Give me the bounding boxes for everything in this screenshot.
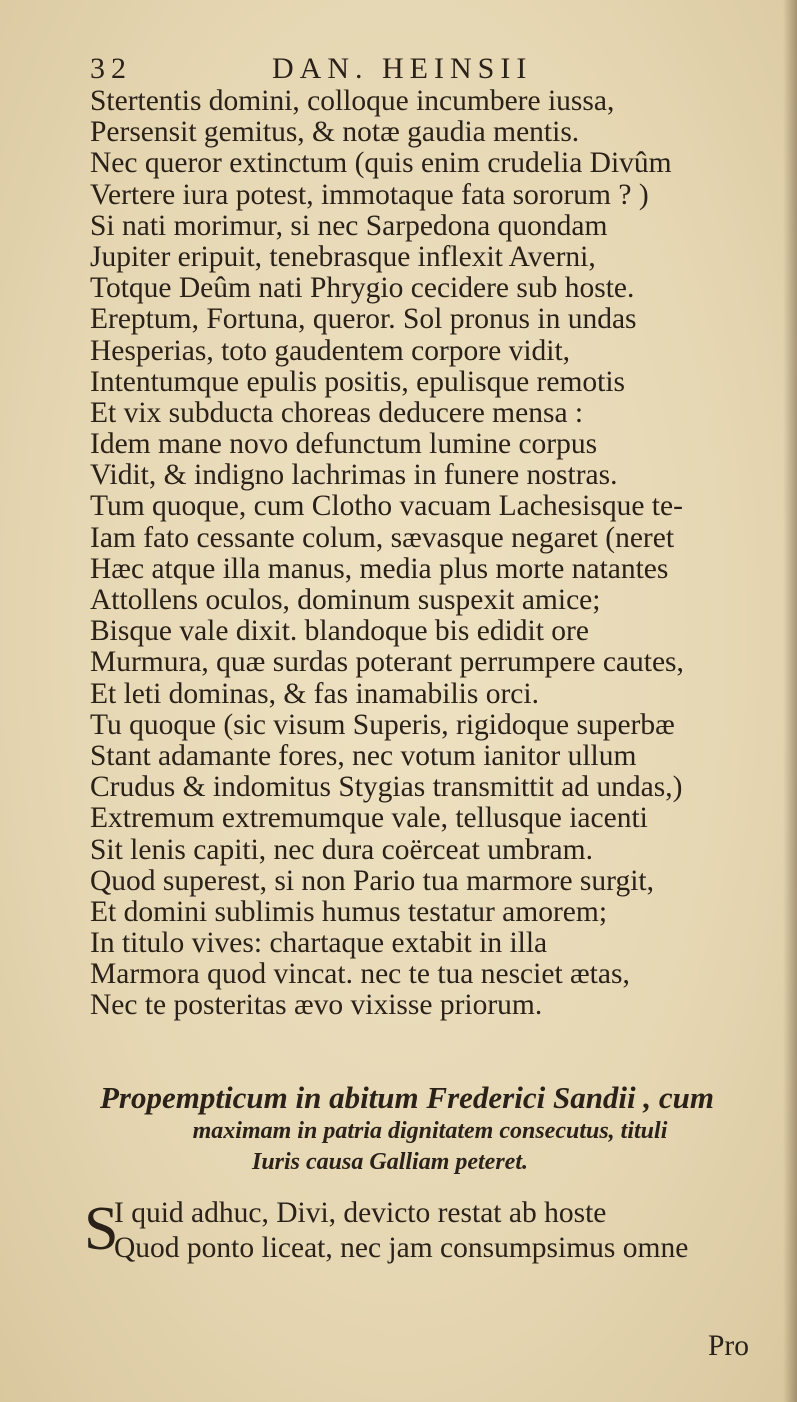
page-edge-shadow: [783, 0, 797, 1402]
verse-line: Quod superest, si non Pario tua marmore surgit,: [90, 865, 654, 897]
verse-line: Stant adamante fores, nec votum ianitor ullum: [90, 740, 637, 772]
verse-line: Murmura, quæ surdas poterant perrumpere cautes,: [90, 647, 684, 679]
verse-line: Tum quoque, cum Clotho vacuam Lachesisque te-: [90, 491, 683, 523]
verse-line: Attollens oculos, dominum suspexit amice;: [90, 585, 601, 616]
verse-line: Crudus & indomitus Stygias transmittit ad undas,): [90, 772, 683, 804]
verse-line: Stertentis domini, colloque incumbere iussa,: [90, 86, 615, 117]
verse-line: Sit lenis capiti, nec dura coërceat umbram.: [90, 834, 593, 866]
verse-line: Si nati morimur, si nec Sarpedona quondam: [90, 210, 608, 242]
verse-line: Intentumque epulis positis, epulisque remotis: [90, 366, 626, 398]
verse-line: Hæc atque illa manus, media plus morte natantes: [90, 553, 669, 585]
poem-opening: [84, 1196, 774, 1266]
verse-line: Nec te posteritas ævo vixisse priorum.: [90, 990, 543, 1022]
verse-line: Totque Deûm nati Phrygio cecidere sub hoste.: [90, 273, 635, 305]
verse-line: Nec queror extinctum (quis enim crudelia Divûm: [90, 148, 672, 180]
running-head: DAN. HEINSII: [272, 52, 533, 85]
poem-line: Quod ponto liceat, nec jam consumpsimus omne: [114, 1232, 689, 1264]
verse-line: Vertere iura potest, immotaque fata sororum ? ): [90, 179, 649, 211]
section-title-line: Propempticum in abitum Frederici Sandii , cum: [100, 1080, 715, 1115]
verse-line: Extremum extremumque vale, tellusque iacenti: [90, 803, 648, 835]
verse-line: Jupiter eripuit, tenebrasque inflexit Averni,: [90, 241, 596, 273]
verse-line: Marmora quod vincat. nec te tua nesciet ætas,: [90, 959, 630, 991]
verse-line: Vidit, & indigno lachrimas in funere nostras.: [90, 460, 618, 492]
catchword: Pro: [708, 1330, 749, 1362]
section-title: [100, 1080, 760, 1178]
verse-line: Et vix subducta choreas deducere mensa :: [90, 397, 584, 429]
verse-line: Et leti dominas, & fas inamabilis orci.: [90, 678, 539, 710]
verse-line: In titulo vives: chartaque extabit in illa: [90, 928, 548, 960]
drop-initial: S: [84, 1195, 119, 1263]
page-number: 32: [90, 52, 132, 85]
verse-line: Idem mane novo defunctum lumine corpus: [90, 429, 598, 461]
verse-line: Iam fato cessante colum, sævasque negaret (neret: [90, 522, 675, 554]
verse-line: Et domini sublimis humus testatur amorem;: [90, 896, 608, 928]
section-subtitle-line: maximam in patria dignitatem consecutus, tituli: [192, 1118, 668, 1144]
poem-line: I quid adhuc, Divi, devicto restat ab hoste: [114, 1197, 607, 1229]
verse-block: [90, 86, 770, 1022]
verse-line: Ereptum, Fortuna, queror. Sol pronus in undas: [90, 304, 637, 336]
verse-line: Hesperias, toto gaudentem corpore vidit,: [90, 335, 571, 367]
verse-line: Persensit gemitus, & notæ gaudia mentis.: [90, 117, 580, 149]
section-subtitle-line: Iuris causa Galliam peteret.: [251, 1149, 528, 1175]
verse-line: Bisque vale dixit. blandoque bis edidit ore: [90, 616, 589, 648]
verse-line: Tu quoque (sic visum Superis, rigidoque superbæ: [90, 709, 675, 741]
